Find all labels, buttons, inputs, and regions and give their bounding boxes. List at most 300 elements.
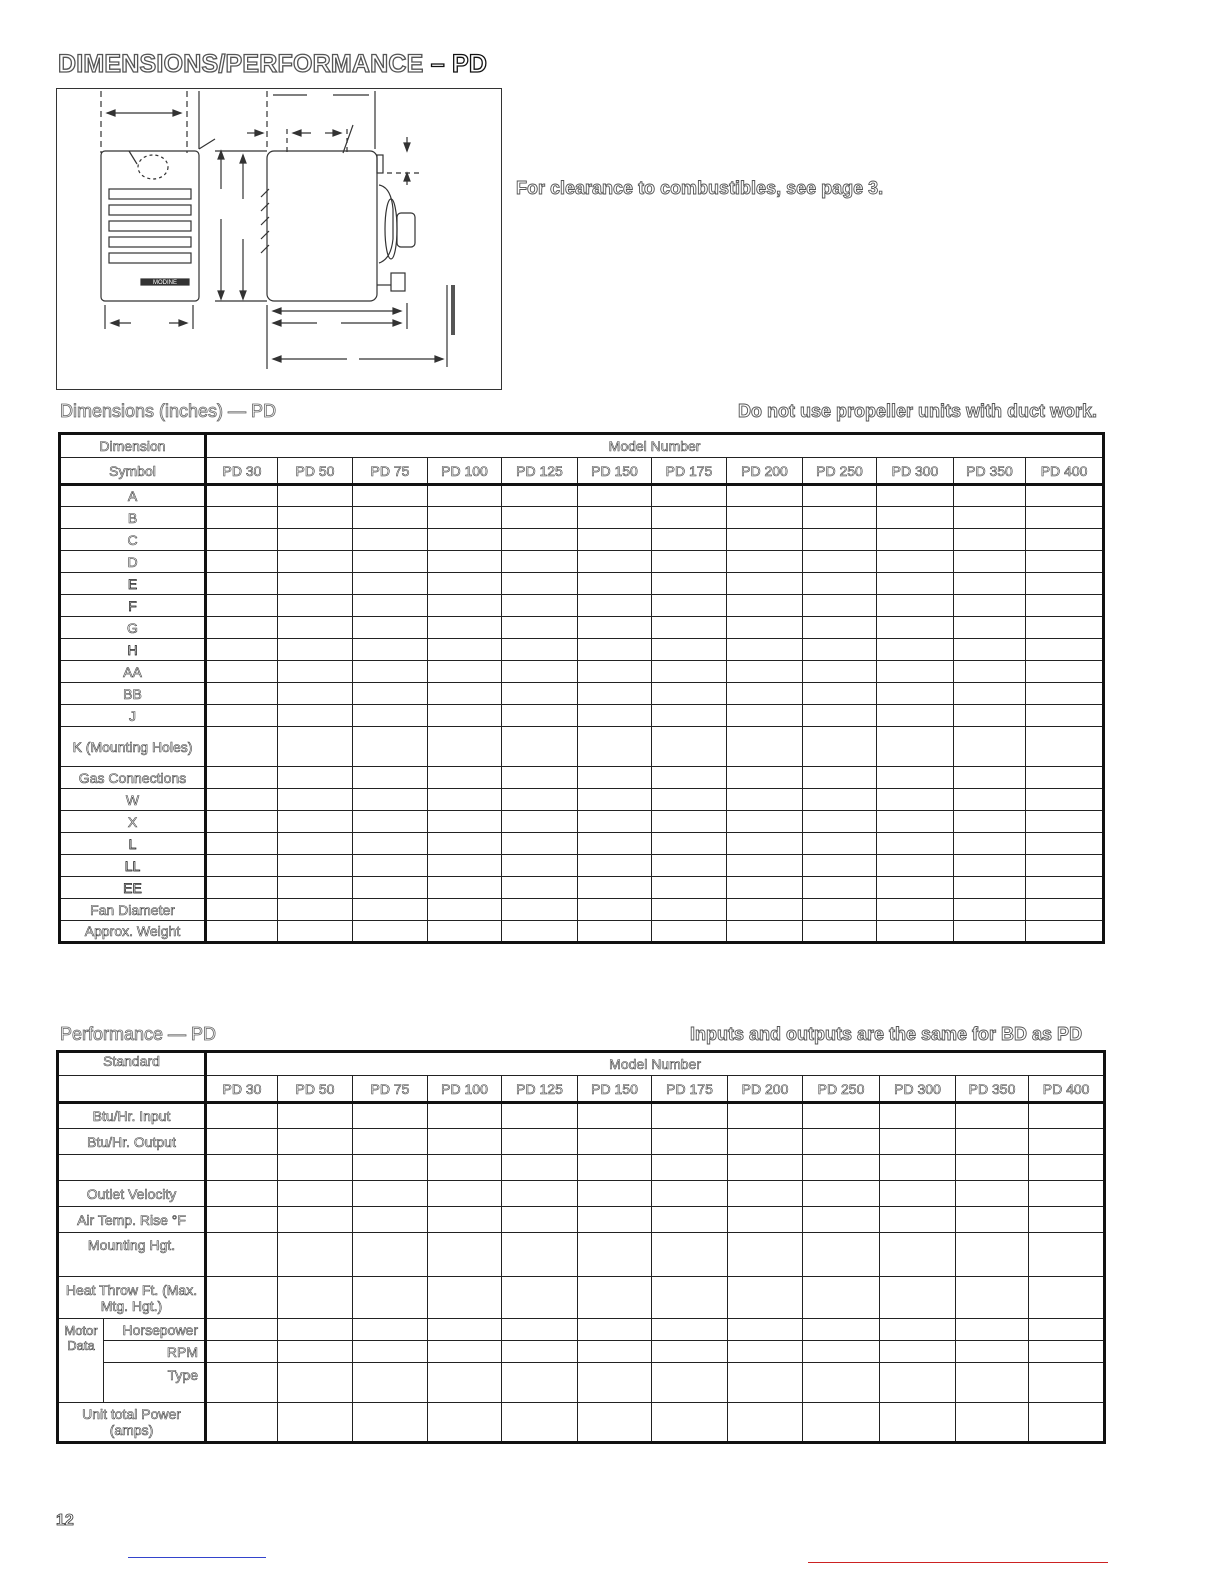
value-cell bbox=[652, 551, 727, 573]
value-cell bbox=[578, 921, 652, 943]
value-cell bbox=[353, 1103, 428, 1129]
dimension-symbol-cell: H bbox=[60, 639, 206, 661]
value-cell bbox=[877, 573, 954, 595]
performance-model-header-cell: PD 150 bbox=[578, 1076, 652, 1103]
value-cell bbox=[727, 877, 803, 899]
value-cell bbox=[353, 529, 428, 551]
value-cell bbox=[278, 595, 353, 617]
value-cell bbox=[803, 507, 877, 529]
value-cell bbox=[428, 727, 502, 767]
value-cell bbox=[206, 551, 278, 573]
value-cell bbox=[880, 1129, 956, 1155]
table-row-heat-throw bbox=[58, 1277, 1105, 1319]
value-cell bbox=[353, 1233, 428, 1277]
value-cell bbox=[956, 1207, 1029, 1233]
value-cell bbox=[502, 1319, 578, 1341]
table-row bbox=[60, 705, 1104, 727]
value-cell bbox=[880, 1233, 956, 1277]
value-cell bbox=[652, 1363, 728, 1403]
dimensions-table bbox=[58, 432, 1105, 944]
value-cell bbox=[954, 705, 1026, 727]
dimension-symbol-cell: F bbox=[60, 595, 206, 617]
value-cell bbox=[578, 639, 652, 661]
value-cell bbox=[353, 551, 428, 573]
value-cell bbox=[803, 617, 877, 639]
value-cell bbox=[502, 855, 578, 877]
value-cell bbox=[1026, 573, 1104, 595]
dimension-symbol-cell: G bbox=[60, 617, 206, 639]
value-cell bbox=[877, 551, 954, 573]
value-cell bbox=[578, 789, 652, 811]
value-cell bbox=[877, 529, 954, 551]
value-cell bbox=[877, 767, 954, 789]
value-cell bbox=[1029, 1363, 1105, 1403]
value-cell bbox=[727, 485, 803, 507]
value-cell bbox=[652, 573, 727, 595]
page-title bbox=[58, 50, 487, 79]
table-row-outlet-velocity bbox=[58, 1181, 1105, 1207]
value-cell bbox=[877, 683, 954, 705]
value-cell bbox=[428, 1233, 502, 1277]
value-cell bbox=[206, 1363, 278, 1403]
value-cell bbox=[278, 1341, 353, 1363]
value-cell bbox=[1026, 811, 1104, 833]
value-cell bbox=[353, 1181, 428, 1207]
performance-note: Inputs and outputs are the same for BD as PD bbox=[690, 1024, 1083, 1044]
performance-model-header-cell: PD 350 bbox=[956, 1076, 1029, 1103]
value-cell bbox=[1026, 485, 1104, 507]
value-cell bbox=[428, 833, 502, 855]
performance-header-spacer bbox=[58, 1076, 206, 1103]
value-cell bbox=[206, 855, 278, 877]
value-cell bbox=[206, 1207, 278, 1233]
value-cell bbox=[578, 767, 652, 789]
value-cell bbox=[956, 1341, 1029, 1363]
value-cell bbox=[278, 705, 353, 727]
value-cell bbox=[502, 1103, 578, 1129]
value-cell bbox=[278, 789, 353, 811]
value-cell bbox=[502, 789, 578, 811]
row-label-btu-output: Btu/Hr. Output bbox=[58, 1129, 206, 1155]
value-cell bbox=[502, 573, 578, 595]
table-row bbox=[60, 855, 1104, 877]
value-cell bbox=[278, 551, 353, 573]
value-cell bbox=[1026, 507, 1104, 529]
value-cell bbox=[578, 727, 652, 767]
value-cell bbox=[954, 789, 1026, 811]
value-cell bbox=[877, 661, 954, 683]
value-cell bbox=[652, 811, 727, 833]
value-cell bbox=[206, 705, 278, 727]
value-cell bbox=[1026, 855, 1104, 877]
value-cell bbox=[428, 551, 502, 573]
value-cell bbox=[803, 705, 877, 727]
dimension-symbol-cell: C bbox=[60, 529, 206, 551]
value-cell bbox=[278, 617, 353, 639]
row-label-motor-data: Motor Data bbox=[58, 1319, 104, 1403]
value-cell bbox=[353, 1341, 428, 1363]
value-cell bbox=[278, 507, 353, 529]
value-cell bbox=[206, 811, 278, 833]
value-cell bbox=[954, 529, 1026, 551]
dimensions-caption: Dimensions (inches) — PD bbox=[60, 401, 277, 421]
value-cell bbox=[880, 1363, 956, 1403]
value-cell bbox=[278, 921, 353, 943]
value-cell bbox=[954, 595, 1026, 617]
value-cell bbox=[278, 1319, 353, 1341]
value-cell bbox=[278, 899, 353, 921]
value-cell bbox=[652, 1277, 728, 1319]
table-row bbox=[60, 639, 1104, 661]
value-cell bbox=[278, 767, 353, 789]
value-cell bbox=[353, 877, 428, 899]
value-cell bbox=[803, 833, 877, 855]
value-cell bbox=[880, 1181, 956, 1207]
value-cell bbox=[727, 789, 803, 811]
value-cell bbox=[502, 1155, 578, 1181]
value-cell bbox=[278, 877, 353, 899]
value-cell bbox=[278, 1129, 353, 1155]
value-cell bbox=[727, 833, 803, 855]
value-cell bbox=[428, 1129, 502, 1155]
value-cell bbox=[578, 1155, 652, 1181]
performance-table bbox=[56, 1050, 1106, 1444]
value-cell bbox=[428, 921, 502, 943]
value-cell bbox=[728, 1319, 803, 1341]
value-cell bbox=[578, 1181, 652, 1207]
value-cell bbox=[954, 507, 1026, 529]
page-title-suffix: – PD bbox=[430, 50, 488, 78]
value-cell bbox=[502, 811, 578, 833]
value-cell bbox=[578, 595, 652, 617]
value-cell bbox=[353, 485, 428, 507]
value-cell bbox=[428, 683, 502, 705]
value-cell bbox=[353, 1129, 428, 1155]
value-cell bbox=[1026, 617, 1104, 639]
value-cell bbox=[502, 639, 578, 661]
value-cell bbox=[877, 507, 954, 529]
value-cell bbox=[880, 1277, 956, 1319]
value-cell bbox=[278, 1207, 353, 1233]
value-cell bbox=[428, 661, 502, 683]
value-cell bbox=[728, 1233, 803, 1277]
performance-model-header-cell: PD 30 bbox=[206, 1076, 278, 1103]
table-row bbox=[60, 485, 1104, 507]
value-cell bbox=[278, 573, 353, 595]
value-cell bbox=[278, 855, 353, 877]
value-cell bbox=[353, 899, 428, 921]
value-cell bbox=[578, 551, 652, 573]
value-cell bbox=[578, 661, 652, 683]
value-cell bbox=[278, 811, 353, 833]
value-cell bbox=[727, 921, 803, 943]
performance-model-header-cell: PD 200 bbox=[728, 1076, 803, 1103]
value-cell bbox=[1026, 789, 1104, 811]
row-label-mounting-hgt: Mounting Hgt. bbox=[58, 1233, 206, 1277]
value-cell bbox=[877, 727, 954, 767]
value-cell bbox=[578, 529, 652, 551]
value-cell bbox=[1026, 899, 1104, 921]
value-cell bbox=[206, 877, 278, 899]
value-cell bbox=[880, 1155, 956, 1181]
value-cell bbox=[877, 639, 954, 661]
value-cell bbox=[578, 899, 652, 921]
value-cell bbox=[1026, 639, 1104, 661]
value-cell bbox=[652, 705, 727, 727]
value-cell bbox=[880, 1207, 956, 1233]
value-cell bbox=[428, 639, 502, 661]
value-cell bbox=[206, 899, 278, 921]
value-cell bbox=[1026, 833, 1104, 855]
dimensions-model-header-cell: PD 250 bbox=[803, 458, 877, 485]
dimension-symbol-cell: Approx. Weight bbox=[60, 921, 206, 943]
value-cell bbox=[803, 1319, 880, 1341]
value-cell bbox=[803, 551, 877, 573]
value-cell bbox=[502, 1363, 578, 1403]
value-cell bbox=[206, 485, 278, 507]
value-cell bbox=[502, 617, 578, 639]
value-cell bbox=[578, 877, 652, 899]
value-cell bbox=[727, 767, 803, 789]
value-cell bbox=[1026, 595, 1104, 617]
table-row bbox=[60, 727, 1104, 767]
value-cell bbox=[502, 529, 578, 551]
value-cell bbox=[956, 1103, 1029, 1129]
table-row bbox=[60, 617, 1104, 639]
value-cell bbox=[428, 1363, 502, 1403]
value-cell bbox=[428, 1181, 502, 1207]
value-cell bbox=[428, 811, 502, 833]
value-cell bbox=[956, 1155, 1029, 1181]
row-label-rpm: RPM bbox=[104, 1341, 206, 1363]
value-cell bbox=[652, 767, 727, 789]
value-cell bbox=[803, 767, 877, 789]
value-cell bbox=[803, 1207, 880, 1233]
value-cell bbox=[803, 811, 877, 833]
value-cell bbox=[502, 1233, 578, 1277]
value-cell bbox=[803, 899, 877, 921]
value-cell bbox=[206, 661, 278, 683]
value-cell bbox=[278, 683, 353, 705]
row-label-heat-throw: Heat Throw Ft. (Max. Mtg. Hgt.) bbox=[58, 1277, 206, 1319]
dimension-symbol-cell: A bbox=[60, 485, 206, 507]
value-cell bbox=[353, 705, 428, 727]
value-cell bbox=[652, 1181, 728, 1207]
value-cell bbox=[954, 877, 1026, 899]
dimensions-model-header-cell: PD 400 bbox=[1026, 458, 1104, 485]
value-cell bbox=[803, 921, 877, 943]
value-cell bbox=[727, 727, 803, 767]
value-cell bbox=[206, 507, 278, 529]
value-cell bbox=[502, 705, 578, 727]
table-row bbox=[60, 767, 1104, 789]
table-row bbox=[60, 683, 1104, 705]
value-cell bbox=[956, 1277, 1029, 1319]
value-cell bbox=[727, 595, 803, 617]
value-cell bbox=[803, 639, 877, 661]
row-label-blank bbox=[58, 1155, 206, 1181]
performance-standard-header: Standard bbox=[58, 1052, 206, 1076]
value-cell bbox=[727, 529, 803, 551]
value-cell bbox=[278, 727, 353, 767]
value-cell bbox=[956, 1129, 1029, 1155]
value-cell bbox=[428, 1341, 502, 1363]
value-cell bbox=[428, 507, 502, 529]
dimension-symbol-header-line2: Symbol bbox=[60, 458, 206, 485]
value-cell bbox=[652, 833, 727, 855]
value-cell bbox=[502, 727, 578, 767]
value-cell bbox=[728, 1129, 803, 1155]
value-cell bbox=[880, 1403, 956, 1443]
value-cell bbox=[428, 1403, 502, 1443]
dimensions-model-header-cell: PD 150 bbox=[578, 458, 652, 485]
dimensions-model-number-header: Model Number bbox=[206, 434, 1104, 458]
value-cell bbox=[803, 1277, 880, 1319]
dimension-symbol-cell: Fan Diameter bbox=[60, 899, 206, 921]
value-cell bbox=[652, 1341, 728, 1363]
performance-model-header-cell: PD 175 bbox=[652, 1076, 728, 1103]
value-cell bbox=[652, 1155, 728, 1181]
value-cell bbox=[502, 1341, 578, 1363]
value-cell bbox=[803, 485, 877, 507]
value-cell bbox=[353, 1403, 428, 1443]
value-cell bbox=[578, 1207, 652, 1233]
value-cell bbox=[728, 1181, 803, 1207]
page-title-main: DIMENSIONS/PERFORMANCE bbox=[58, 50, 424, 78]
value-cell bbox=[728, 1341, 803, 1363]
value-cell bbox=[353, 1319, 428, 1341]
value-cell bbox=[278, 1103, 353, 1129]
table-row bbox=[60, 661, 1104, 683]
value-cell bbox=[1026, 551, 1104, 573]
value-cell bbox=[1029, 1233, 1105, 1277]
value-cell bbox=[578, 1403, 652, 1443]
performance-model-header-cell: PD 100 bbox=[428, 1076, 502, 1103]
value-cell bbox=[1026, 705, 1104, 727]
table-row-type bbox=[58, 1363, 1105, 1403]
value-cell bbox=[428, 1155, 502, 1181]
value-cell bbox=[502, 921, 578, 943]
value-cell bbox=[803, 1403, 880, 1443]
value-cell bbox=[803, 1341, 880, 1363]
value-cell bbox=[206, 1129, 278, 1155]
value-cell bbox=[803, 1103, 880, 1129]
value-cell bbox=[353, 683, 428, 705]
table-row-mounting-hgt bbox=[58, 1233, 1105, 1277]
value-cell bbox=[652, 485, 727, 507]
value-cell bbox=[728, 1277, 803, 1319]
value-cell bbox=[803, 573, 877, 595]
value-cell bbox=[278, 1233, 353, 1277]
value-cell bbox=[428, 1103, 502, 1129]
value-cell bbox=[877, 921, 954, 943]
value-cell bbox=[803, 529, 877, 551]
value-cell bbox=[880, 1341, 956, 1363]
value-cell bbox=[278, 1403, 353, 1443]
value-cell bbox=[206, 1181, 278, 1207]
value-cell bbox=[652, 877, 727, 899]
value-cell bbox=[803, 1233, 880, 1277]
value-cell bbox=[803, 1363, 880, 1403]
dimension-symbol-cell: K (Mounting Holes) bbox=[60, 727, 206, 767]
value-cell bbox=[803, 877, 877, 899]
dimension-symbol-cell: AA bbox=[60, 661, 206, 683]
dimension-symbol-cell: D bbox=[60, 551, 206, 573]
value-cell bbox=[652, 921, 727, 943]
value-cell bbox=[728, 1207, 803, 1233]
value-cell bbox=[956, 1403, 1029, 1443]
table-row bbox=[60, 573, 1104, 595]
value-cell bbox=[278, 1363, 353, 1403]
value-cell bbox=[206, 1341, 278, 1363]
value-cell bbox=[353, 639, 428, 661]
value-cell bbox=[428, 617, 502, 639]
dimensions-model-header-cell: PD 50 bbox=[278, 458, 353, 485]
value-cell bbox=[206, 767, 278, 789]
value-cell bbox=[877, 705, 954, 727]
row-label-air-temp-rise: Air Temp. Rise °F bbox=[58, 1207, 206, 1233]
value-cell bbox=[954, 639, 1026, 661]
value-cell bbox=[877, 595, 954, 617]
dimension-symbol-cell: B bbox=[60, 507, 206, 529]
value-cell bbox=[278, 661, 353, 683]
value-cell bbox=[652, 855, 727, 877]
value-cell bbox=[1026, 529, 1104, 551]
value-cell bbox=[502, 1181, 578, 1207]
value-cell bbox=[578, 507, 652, 529]
row-label-btu-input: Btu/Hr. Input bbox=[58, 1103, 206, 1129]
value-cell bbox=[880, 1103, 956, 1129]
table-row-air-temp-rise bbox=[58, 1207, 1105, 1233]
value-cell bbox=[353, 573, 428, 595]
value-cell bbox=[502, 683, 578, 705]
dimension-symbol-cell: BB bbox=[60, 683, 206, 705]
value-cell bbox=[502, 1403, 578, 1443]
row-label-type: Type bbox=[104, 1363, 206, 1403]
performance-model-header-cell: PD 75 bbox=[353, 1076, 428, 1103]
value-cell bbox=[353, 595, 428, 617]
value-cell bbox=[353, 727, 428, 767]
value-cell bbox=[880, 1319, 956, 1341]
value-cell bbox=[728, 1363, 803, 1403]
value-cell bbox=[956, 1363, 1029, 1403]
value-cell bbox=[803, 661, 877, 683]
value-cell bbox=[652, 1207, 728, 1233]
value-cell bbox=[353, 507, 428, 529]
value-cell bbox=[956, 1233, 1029, 1277]
value-cell bbox=[727, 855, 803, 877]
value-cell bbox=[502, 661, 578, 683]
dimensions-model-header-cell: PD 100 bbox=[428, 458, 502, 485]
value-cell bbox=[954, 833, 1026, 855]
value-cell bbox=[1029, 1277, 1105, 1319]
dimension-symbol-cell: EE bbox=[60, 877, 206, 899]
value-cell bbox=[803, 1181, 880, 1207]
value-cell bbox=[954, 855, 1026, 877]
value-cell bbox=[877, 485, 954, 507]
dimension-symbol-header-line1: Dimension bbox=[60, 434, 206, 458]
value-cell bbox=[578, 485, 652, 507]
unit-dimension-diagram bbox=[56, 88, 502, 390]
value-cell bbox=[954, 921, 1026, 943]
table-row bbox=[60, 789, 1104, 811]
table-row bbox=[60, 899, 1104, 921]
value-cell bbox=[652, 683, 727, 705]
value-cell bbox=[278, 639, 353, 661]
value-cell bbox=[502, 833, 578, 855]
dimensions-model-header-cell: PD 200 bbox=[727, 458, 803, 485]
value-cell bbox=[954, 573, 1026, 595]
